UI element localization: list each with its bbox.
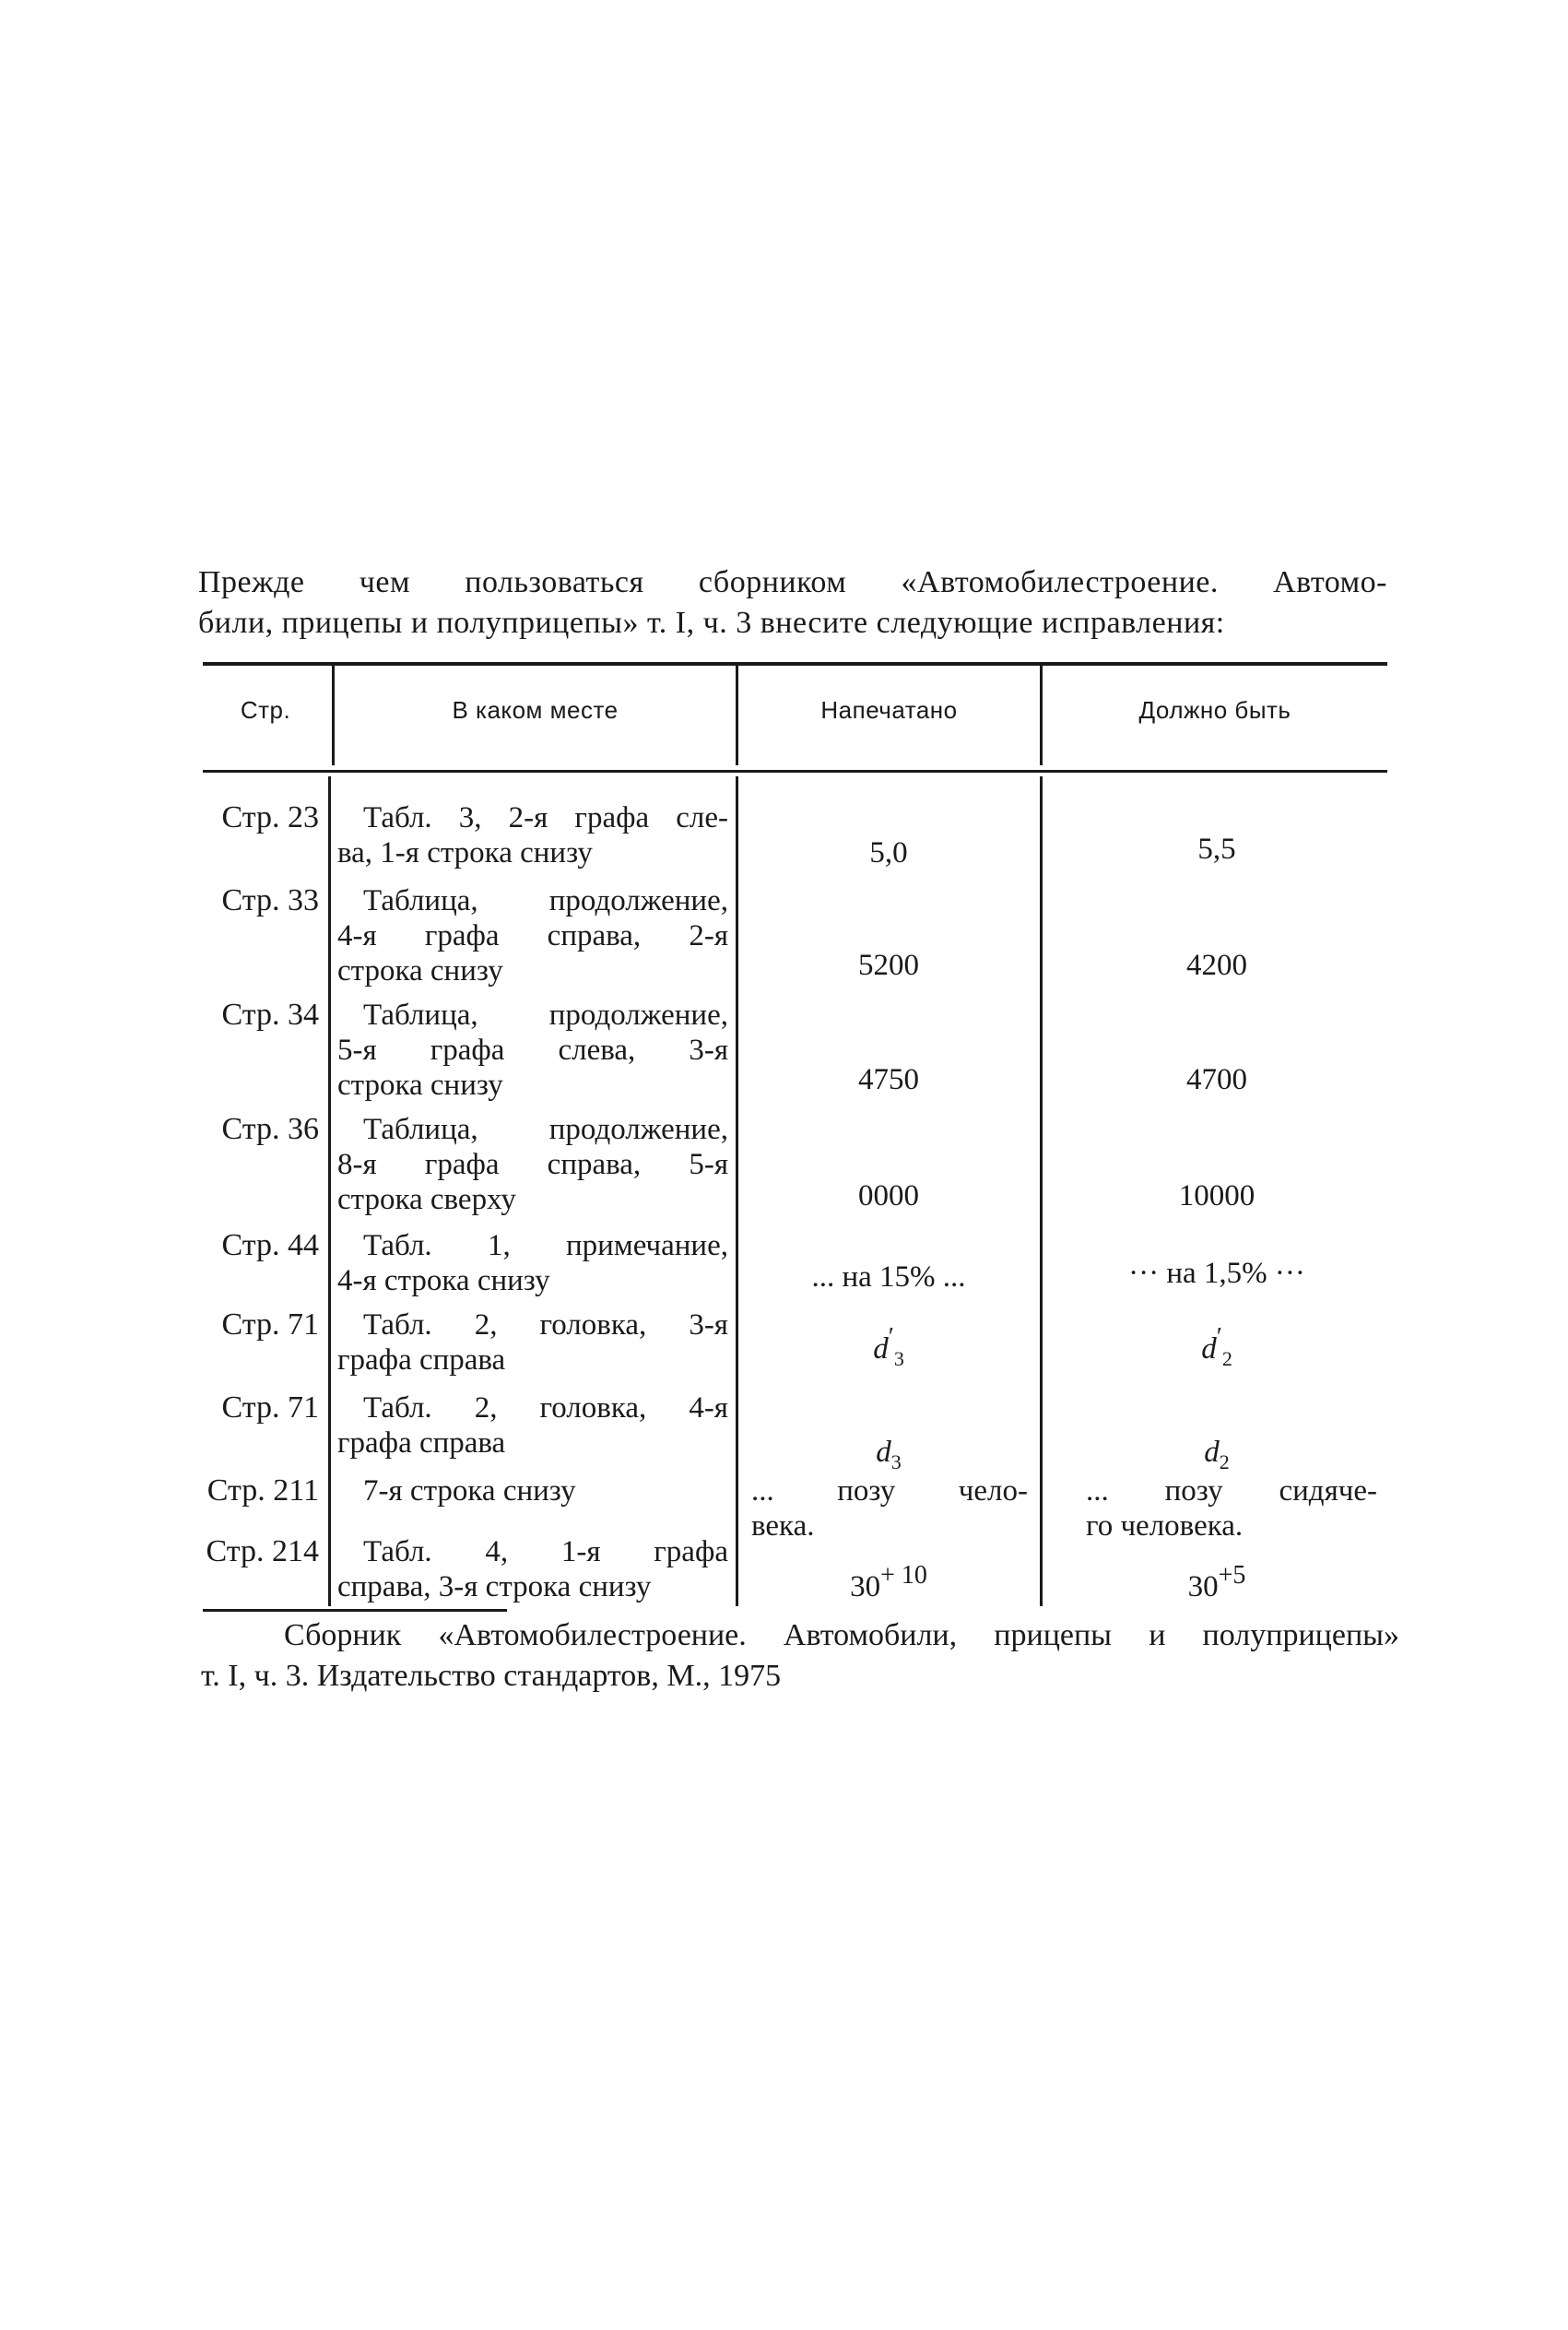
row-page: Стр. 33 (221, 883, 319, 917)
body-divider-3 (1040, 776, 1043, 1606)
row-printed: ... на 15% ... (811, 1260, 966, 1294)
row-should-be: ··· на 1,5% ··· (1128, 1257, 1305, 1290)
header-place: В каком месте (452, 696, 619, 724)
footnote (201, 1615, 1399, 1697)
row-place: Таблица, продолжение, 4-я графа справа, 2-я строка снизу (337, 884, 728, 988)
row-page: Стр. 34 (221, 998, 319, 1032)
row-should-be: $d_2$ (1204, 1436, 1230, 1473)
header-printed: Напечатано (820, 696, 958, 724)
row-page: Стр. 71 (221, 1307, 319, 1342)
row-printed: $d_3$ (876, 1436, 902, 1473)
row-printed: 5200 (858, 949, 919, 982)
row-should-be: 4700 (1186, 1063, 1247, 1096)
row-page: Стр. 44 (221, 1228, 319, 1262)
row-should-be: 4200 (1186, 949, 1247, 982)
row-page: Стр. 23 (221, 800, 319, 834)
intro-line-1: Прежде чем пользоваться сборником «Автомобилестроение. Автомо- (198, 565, 1387, 599)
body-divider-2 (736, 776, 738, 1606)
table-header-rule (203, 770, 1387, 773)
row-page: Стр. 36 (221, 1112, 319, 1146)
footnote-line-2: т. I, ч. 3. Издательство стандартов, М., 1975 (201, 1659, 782, 1693)
header-should-be: Должно быть (1138, 696, 1291, 724)
intro-line-2: били, прицепы и полуприцепы» т. I, ч. 3 внесите следующие исправления: (198, 606, 1225, 640)
row-printed: 4750 (858, 1063, 919, 1096)
footnote-line-1: Сборник «Автомобилестроение. Автомобили, прицепы и полуприцепы» (284, 1618, 1399, 1652)
table-top-rule (203, 662, 1387, 666)
row-place: Табл. 3, 2-я графа сле- ва, 1-я строка снизу (337, 801, 728, 869)
row-printed: 0000 (858, 1179, 919, 1212)
header-page: Стр. (240, 696, 291, 724)
intro-paragraph (198, 562, 1387, 644)
row-printed: $30^{+ 10}$ (850, 1561, 927, 1603)
footnote-rule (203, 1609, 507, 1612)
row-printed: ... позу чело- века. (751, 1474, 1028, 1543)
row-place: Табл. 1, примечание, 4-я строка снизу (337, 1229, 728, 1297)
row-place: Таблица, продолжение, 5-я графа слева, 3-я строка снизу (337, 999, 728, 1102)
row-page: Стр. 71 (221, 1390, 319, 1425)
body-divider-1 (328, 776, 331, 1606)
row-page: Стр. 211 (206, 1473, 319, 1508)
row-place: Табл. 2, головка, 4-я графа справа (337, 1391, 728, 1460)
row-page: Стр. 214 (206, 1534, 319, 1568)
row-should-be: ... позу сидяче- го человека. (1086, 1474, 1377, 1543)
row-place: Табл. 4, 1-я графа справа, 3-я строка снизу (337, 1535, 728, 1603)
row-should-be: $d'_2$ (1201, 1323, 1232, 1370)
row-should-be: 5,5 (1197, 833, 1236, 866)
row-printed: 5,0 (869, 836, 908, 869)
row-place: 7-я строка снизу (363, 1474, 576, 1508)
row-printed: $d'_3$ (873, 1323, 904, 1370)
row-should-be: $30^{+5}$ (1187, 1561, 1246, 1603)
row-place: Таблица, продолжение, 8-я графа справа, 5-я строка сверху (337, 1113, 728, 1216)
row-should-be: 10000 (1178, 1179, 1256, 1212)
row-place: Табл. 2, головка, 3-я графа справа (337, 1308, 728, 1377)
